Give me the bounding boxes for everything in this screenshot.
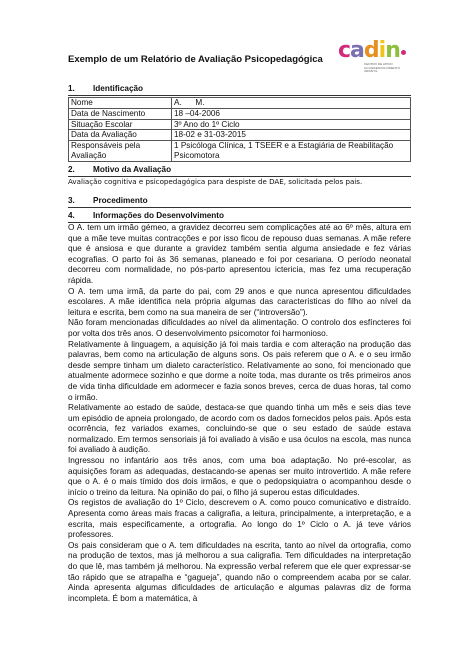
row-value: 3º Ano do 1º Ciclo [172, 119, 411, 130]
row-label: Nome [69, 98, 172, 109]
section-motivo-heading [68, 165, 171, 174]
section-procedimento-heading [68, 196, 148, 205]
paragraph: Os pais consideram que o A. tem dificuldades na escrita, tanto ao nível da ortografia, como na produção de textos, mas já melhorou a sua caligrafia. Tem dificuldades na interpretação do que lê, mas também já melhorou. Na expressão verbal referem que ele quer expressar-se tão rápido que se atrapalha e “gagueja”, quando não o compreendem acaba por se calar. Ainda apresenta algumas dificuldades de articulação e algumas palavras diz de forma incompleta. É bom a matemática, à [68, 540, 411, 603]
row-value: A. M. [172, 98, 411, 109]
paragraph: Não foram mencionadas dificuldades ao nível da alimentação. O controlo dos esfíncteres foi por volta dos três anos. O desenvolvimento psicomotor foi harmonioso. [68, 318, 411, 338]
paragraph: Ingressou no infantário aos três anos, com uma boa adaptação. No pré-escolar, as aquisições foram as adequadas, destacando-se apenas ser muito introvertido. A mãe refere que o A. é o mais tímido dos dois irmãos, e que o pedopsiquiatra o acompanhou desde o início o treino da leitura. Na opinião do pai, o filho já superou estas dificuldades. [68, 456, 411, 497]
row-value: 1 Psicóloga Clínica, 1 TSEER e a Estagiária de Reabilitação Psicomotora [172, 141, 411, 162]
paragraph: O A. tem uma irmã, da parte do pai, com 29 anos e que nunca apresentou dificuldades escolares. A mãe identifica nela própria algumas das características do filho ao nível da leitura e escrita, bem como na sua maneira de ser (“introversão”). [68, 286, 411, 317]
paragraph: Os registos de avaliação do 1º Ciclo, descrevem o A. como pouco comunicativo e distraído. Apresenta como áreas mais fracas a caligrafia, a leitura, principalmente, a interpretação, e a escrita, mais especificamente, a ortografia. Ao longo do 1º Ciclo o A. já teve vários professores. [68, 498, 411, 540]
paragraph: O A. tem um irmão gémeo, a gravidez decorreu sem complicações até ao 6º mês, altura em que a mãe teve muitas contracções e por isso ficou de repouso duas semanas. A mãe refere que é ansiosa e que durante a gravidez também sentia alguma ansiedade e fez várias ecografias. O parto foi às 36 semanas, planeado e foi por cesariana. O período neonatal decorreu com normalidade, no pós-parto apresentou ictericia, mas fez uma recuperação rápida. [68, 223, 411, 285]
document-title: Exemplo de um Relatório de Avaliação Psicopedagógica [68, 54, 323, 65]
section-divider [68, 95, 411, 96]
logo-subtitle-line: AO DESENVOLVIMENTO [364, 65, 400, 70]
logo-letter-a: a [350, 38, 364, 63]
section-divider [68, 207, 411, 208]
section-title: Informações do Desenvolvimento [93, 211, 225, 220]
cadin-logo [338, 40, 418, 78]
row-label: Situação Escolar [69, 119, 172, 130]
section-title: Procedimento [93, 196, 148, 205]
table-row [69, 130, 411, 141]
development-text [68, 223, 411, 604]
row-label: Data da Avaliação [69, 130, 172, 141]
row-value: 18-02 e 31-03-2015 [172, 130, 411, 141]
section-number: 3. [68, 196, 75, 205]
table-row [69, 119, 411, 130]
section-number: 2. [68, 165, 75, 174]
section-title: Identificação [93, 84, 144, 93]
section-identificacao-heading [68, 84, 143, 93]
section-number: 4. [68, 211, 75, 220]
logo-letter-i: i [378, 38, 386, 63]
row-value: 18 –04-2006 [172, 108, 411, 119]
row-label: Data de Nascimento [69, 108, 172, 119]
logo-wordmark [338, 40, 418, 62]
table-row [69, 141, 411, 162]
motivo-text: Avaliação cognitiva e psicopedagógica para despiste de DAE, solicitada pelos pais. [68, 177, 363, 186]
table-row [69, 108, 411, 119]
logo-dot-icon [401, 50, 406, 55]
section-number: 1. [68, 84, 75, 93]
row-label: Responsáveis pela Avaliação [69, 141, 172, 162]
logo-letter-d: d [363, 38, 379, 63]
logo-letter-c: c [338, 38, 351, 63]
logo-subtitle-line: CENTRO DE APOIO [364, 62, 393, 66]
logo-letter-n: n [385, 38, 400, 63]
paragraph: Relativamente ao estado de saúde, destaca-se que quando tinha um mês e seis dias teve um episódio de apneia prolongado, de acordo com os dados fornecidos pelos pais. Após esta ocorrência, fez variados exames, concluindo-se que o seu estado de saúde estava normalizado. Em termos sensoriais já foi avaliado à visão e usa óculos na escola, mas nunca foi avaliado à audição. [68, 403, 411, 455]
section-desenvolvimento-heading [68, 211, 224, 220]
paragraph: Relativamente à linguagem, a aquisição já foi mais tardia e com alteração na produção das palavras, bem como na articulação de alguns sons. Os pais referem que o A. e o seu irmão desde sempre tinham um dialeto característico. Relativamente ao sono, foi mencionado que atualmente adormece sozinho e que dorme a noite toda, mas durante os três primeiros anos de vida tinha dificuldade em adormecer e fazia sonos breves, cerca de duas horas, tal como o irmão. [68, 339, 411, 402]
table-row [69, 98, 411, 109]
logo-subtitle-line: INFANTIL [364, 69, 378, 74]
identification-table [68, 97, 411, 162]
section-title: Motivo da Avaliação [93, 165, 172, 174]
logo-subtitle [364, 63, 418, 74]
